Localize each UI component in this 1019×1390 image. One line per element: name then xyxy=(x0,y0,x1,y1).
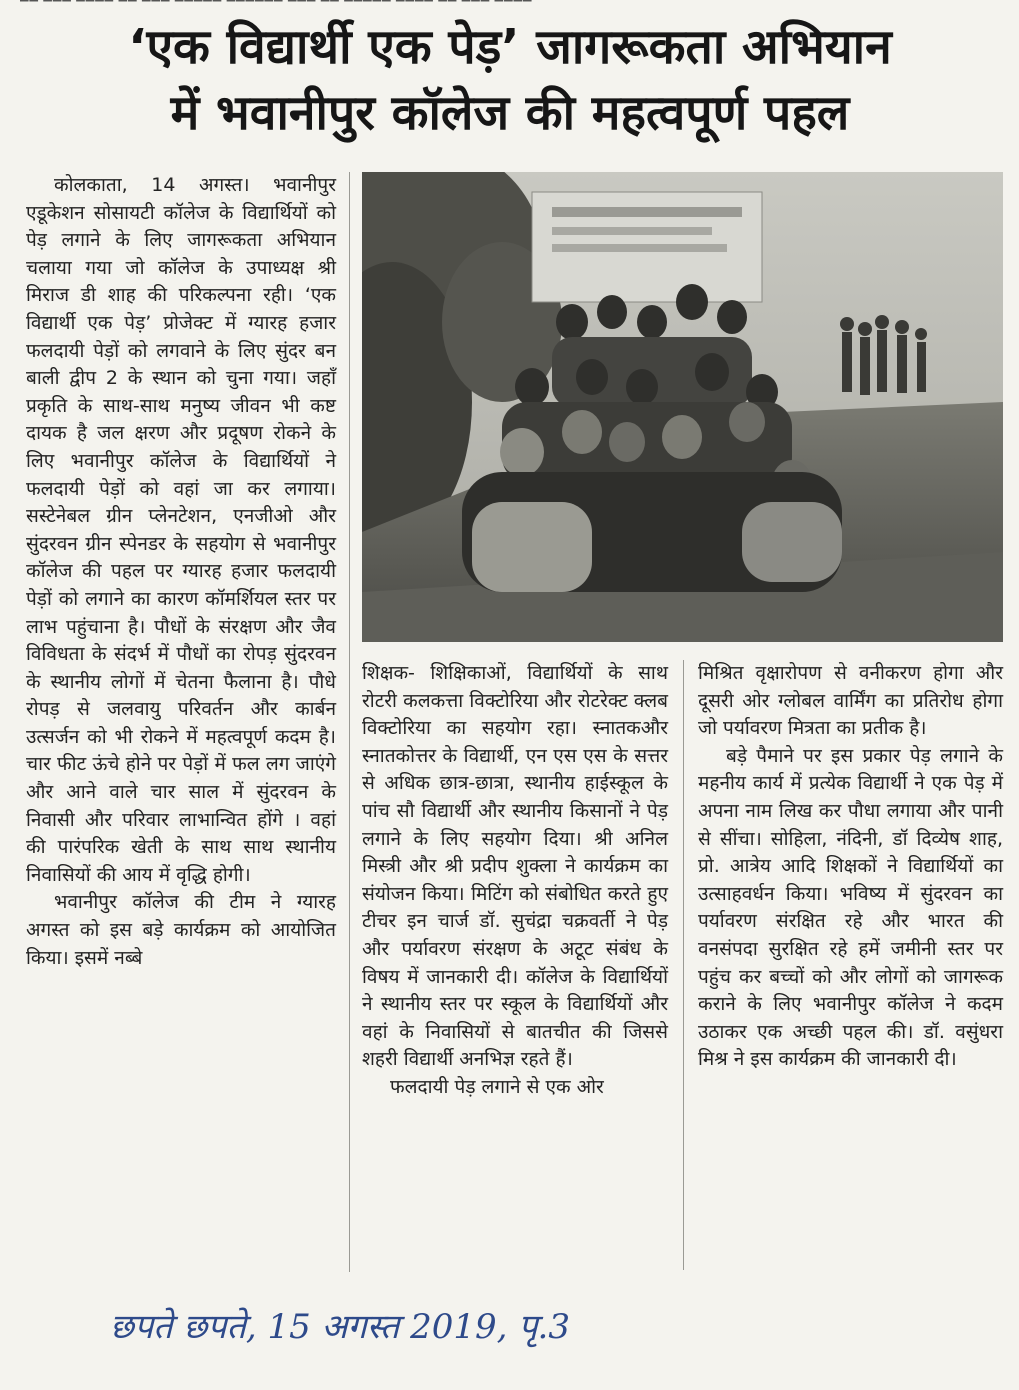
news-photo-students-group xyxy=(362,172,1003,642)
handwritten-source-annotation: छपते छपते, 15 अगस्त 2019, पृ.3 xyxy=(110,1307,570,1347)
article-paragraph: फलदायी पेड़ लगाने से एक ओर xyxy=(390,1075,604,1098)
headline-line-2: में भवानीपुर कॉलेज की महत्वपूर्ण पहल xyxy=(170,85,850,141)
headline-line-1: ‘एक विद्यार्थी एक पेड़’ जागरूकता अभियान xyxy=(128,19,892,75)
column-divider xyxy=(349,172,350,1272)
article-column-2 xyxy=(362,660,668,1102)
cropped-previous-article-strip: ▔▔ ▔▔▔ ▔▔▔▔ ▔▔ ▔▔▔ ▔▔▔▔▔ ▔▔▔▔▔▔ ▔▔▔ ▔▔ ▔▔▔▔▔ ▔▔▔▔ ▔▔ ▔▔▔ ▔▔▔▔ xyxy=(20,0,533,13)
article-paragraph: कोलकाता, 14 अगस्त। भवानीपुर एडूकेशन सोसायटी कॉलेज के विद्यार्थियों को पेड़ लगाने के लिए जागरूकता अभियान चलाया गया जो कॉलेज के उपाध्यक्ष श्री मिराज डी शाह की परिकल्पना रही। ‘एक विद्यार्थी एक पेड़’ प्रोजेक्ट में ग्यारह हजार फलदायी पेड़ों को लगवाने के लिए सुंदर बन बाली द्वीप 2 के स्थान को चुना गया। जहाँ प्रकृति के साथ-साथ मनुष्य जीवन भी कष्ट दायक है जल क्षरण और प्रदूषण रोकने के लिए भवानीपुर कॉलेज के विद्यार्थियों ने फलदायी पेड़ों को वहां जा कर लगाया। सस्टेनेबल ग्रीन प्लेनटेशन, एनजीओ और सुंदरवन ग्रीन स्पेनडर के सहयोग से भवानीपुर कॉलेज की पहल पर ग्यारह हजार फलदायी पेड़ों को लगाने का कारण कॉमर्शियल स्तर पर लाभ पहुंचाना है। पौधों के संरक्षण और जैव विविधता के संदर्भ में पौधों का रोपड़ सुंदरवन के स्थानीय लोगों में चेतना फैलाना है। पौधे रोपड़ से जलवायु परिवर्तन और कार्बन उत्सर्जन को भी रोकने में महत्वपूर्ण कदम है। चार फीट ऊंचे होने पर पेड़ों में फल लग जाएंगे और आने वाले चार साल में सुंदरवन के निवासी और परिवार लाभान्वित होंगे । वहां की पारंपरिक खेती के साथ साथ स्थानीय निवासियों की आय में वृद्धि होगी। xyxy=(26,174,336,886)
article-column-1 xyxy=(26,172,336,972)
article-paragraph: मिश्रित वृक्षारोपण से वनीकरण होगा और दूसरी ओर ग्लोबल वार्मिंग का प्रतिरोध होगा जो पर्यावरण मित्रता का प्रतीक है। xyxy=(698,662,1003,740)
article-paragraph: बड़े पैमाने पर इस प्रकार पेड़ लगाने के महनीय कार्य में प्रत्येक विद्यार्थी ने एक पेड़ में अपना नाम लिख कर पौधा लगाया और पानी से सींचा। सोहिला, नंदिनी, डॉ दिव्येष शाह, प्रो. आत्रेय आदि शिक्षकों ने विद्यार्थियों का उत्साहवर्धन किया। भविष्य में सुंदरवन का पर्यावरण संरक्षित रहे और भारत की वनसंपदा सुरक्षित रहे हमें जमीनी स्तर पर पहुंच कर बच्चों को और लोगों को जागरूक कराने के लिए भवानीपुर कॉलेज ने कदम उठाकर एक अच्छी पहल की। डॉ. वसुंधरा मिश्र ने इस कार्यक्रम की जानकारी दी। xyxy=(698,744,1003,1071)
headline xyxy=(20,14,1000,146)
column-divider xyxy=(683,660,684,1270)
article-paragraph: शिक्षक- शिक्षिकाओं, विद्यार्थियों के साथ रोटरी कलकत्ता विक्टोरिया और रोटरेक्ट क्लब विक्टोरिया का सहयोग रहा। स्नातकऔर स्नातकोत्तर के विद्यार्थी, एन एस एस के सत्तर से अधिक छात्र-छात्रा, स्थानीय हाईस्कूल के पांच सौ विद्यार्थी और स्थानीय किसानों ने पेड़ लगाने के लिए सहयोग दिया। श्री अनिल मिस्त्री और श्री प्रदीप शुक्ला ने कार्यक्रम का संयोजन किया। मिटिंग को संबोधित करते हुए टीचर इन चार्ज डॉ. सुचंद्रा चक्रवर्ती ने पेड़ और पर्यावरण संरक्षण के अटूट संबंध के विषय में जानकारी दी। कॉलेज के विद्यार्थियों ने स्थानीय स्तर पर स्कूल के विद्यार्थियों और वहां के निवासियों से बातचीत की जिससे शहरी विद्यार्थी अनभिज्ञ रहते हैं। xyxy=(362,662,668,1071)
article-paragraph: भवानीपुर कॉलेज की टीम ने ग्यारह अगस्त को इस बड़े कार्यक्रम को आयोजित किया। इसमें नब्बे xyxy=(26,891,336,969)
article-column-3 xyxy=(698,660,1003,1074)
